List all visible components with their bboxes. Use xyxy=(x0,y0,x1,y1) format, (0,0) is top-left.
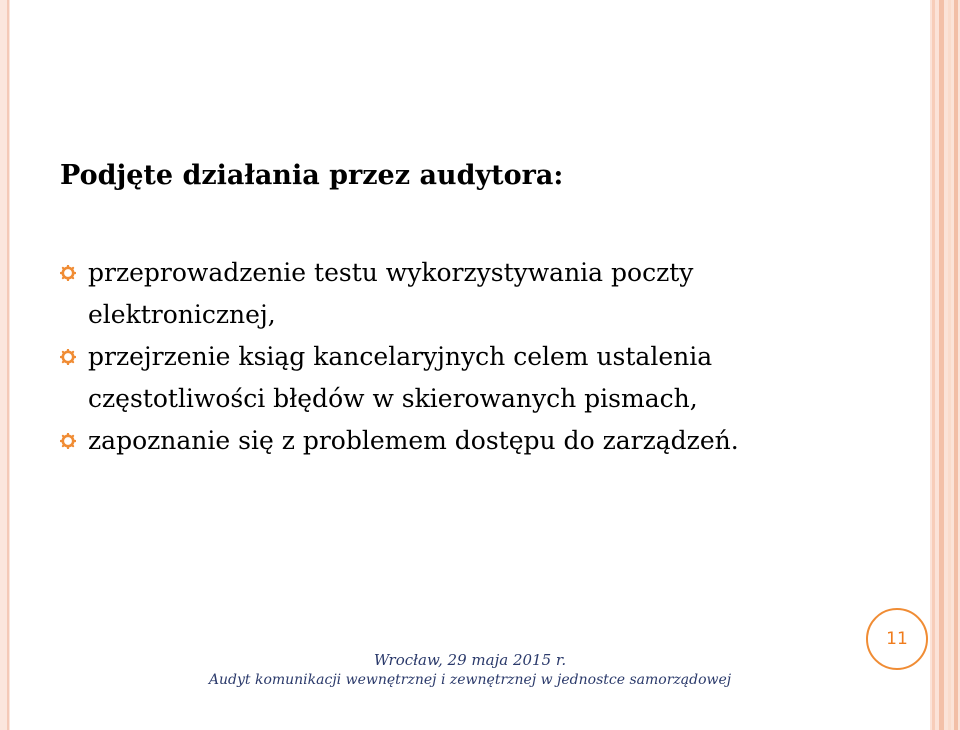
gear-icon xyxy=(60,349,76,365)
bullet-item xyxy=(60,420,860,462)
gear-icon xyxy=(60,433,76,449)
slide-title: Podjęte działania przez audytora: xyxy=(60,160,564,191)
bullet-text: przeprowadzenie testu wykorzystywania poczty elektronicznej, xyxy=(88,258,694,329)
right-decorative-border xyxy=(930,0,960,730)
bullet-list xyxy=(60,252,860,462)
footer-presentation-title: Audyt komunikacji wewnętrznej i zewnętrznej w jednostce samorządowej xyxy=(208,672,732,688)
bullet-item xyxy=(60,336,860,420)
bullet-text: zapoznanie się z problemem dostępu do zarządzeń. xyxy=(88,426,739,455)
bullet-text: przejrzenie ksiąg kancelaryjnych celem ustalenia częstotliwości błędów w skierowanych pismach, xyxy=(88,342,713,413)
footer-date-location: Wrocław, 29 maja 2015 r. xyxy=(373,651,567,669)
bullet-item xyxy=(60,252,860,336)
gear-icon xyxy=(60,265,76,281)
left-decorative-border xyxy=(0,0,10,730)
page-number: 11 xyxy=(886,629,908,649)
page-number-badge xyxy=(866,608,928,670)
